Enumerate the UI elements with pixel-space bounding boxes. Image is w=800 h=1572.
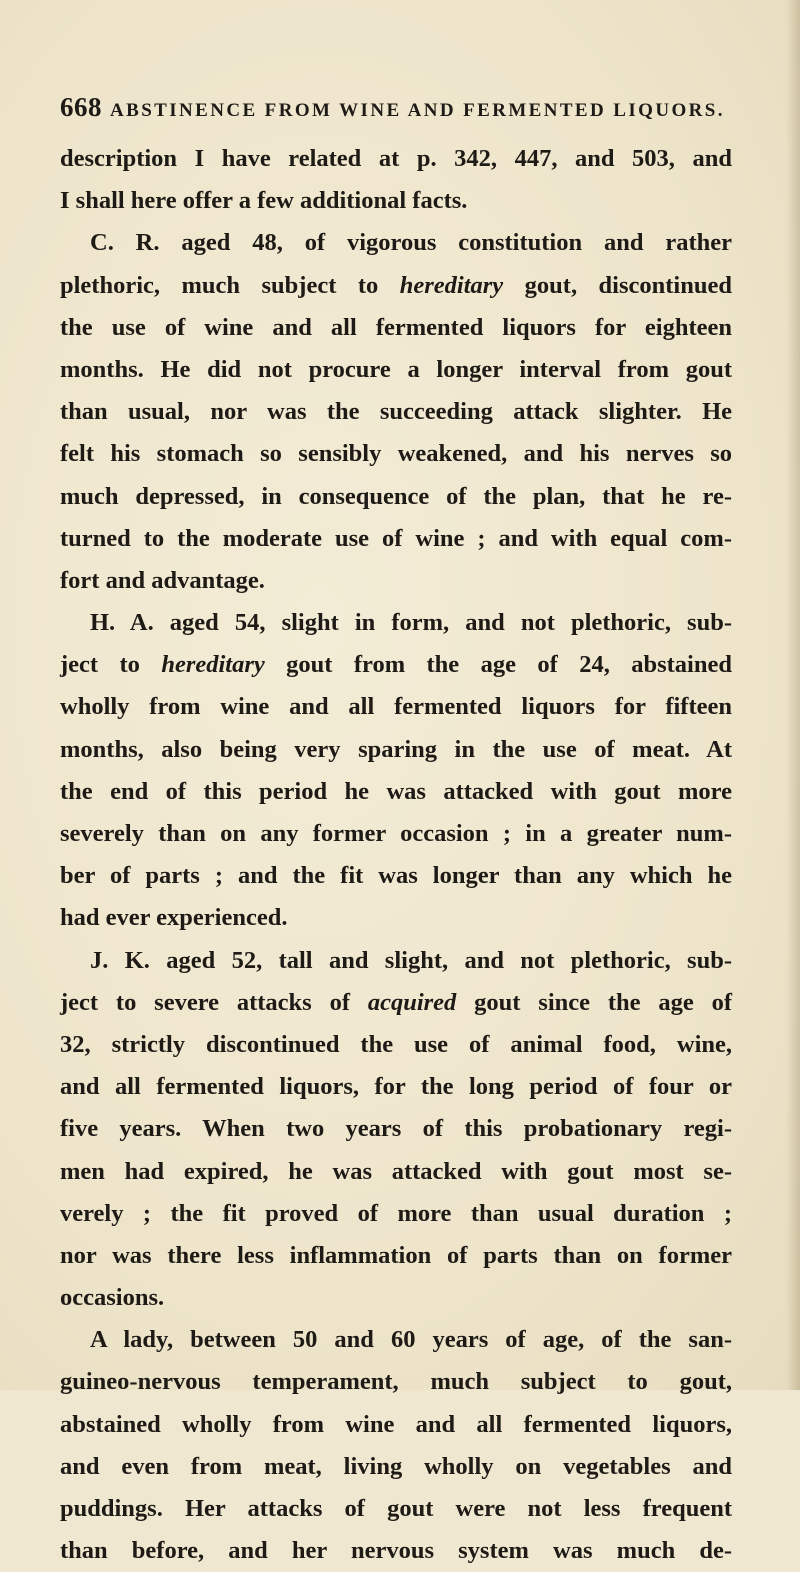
- text-line: felt his stomach so sensibly weakened, and his nerves so: [60, 440, 732, 468]
- text-line: abstained wholly from wine and all fermented liquors,: [60, 1410, 732, 1438]
- text-line: five years. When two years of this probationary regi-: [60, 1115, 732, 1143]
- text-line: fort and advantage.: [60, 566, 265, 594]
- text-line: months, also being very sparing in the use of meat. At: [60, 735, 732, 763]
- text-line: C. R. aged 48, of vigorous constitution and rather: [90, 229, 732, 257]
- text-line: verely ; the fit proved of more than usual duration ;: [60, 1199, 732, 1227]
- text-fragment: gout since the age of: [456, 988, 732, 1016]
- text-line: [60, 644, 732, 686]
- italic-term: acquired: [367, 988, 457, 1016]
- text-line: turned to the moderate use of wine ; and with equal com-: [60, 524, 732, 552]
- text-line: the end of this period he was attacked with gout more: [60, 777, 732, 805]
- text-line: wholly from wine and all fermented liquors for fifteen: [60, 693, 732, 721]
- text-line: puddings. Her attacks of gout were not less frequent: [60, 1495, 732, 1522]
- text-line: severely than on any former occasion ; in a greater num-: [60, 820, 732, 847]
- body-text: [60, 138, 732, 1572]
- text-fragment: gout, discontinued: [503, 271, 732, 299]
- text-line: I shall here offer a few additional facts.: [60, 187, 468, 215]
- text-line: the use of wine and all fermented liquors for eighteen: [60, 313, 732, 341]
- text-line: than before, and her nervous system was much de-: [60, 1537, 732, 1565]
- text-line: occasions.: [60, 1284, 165, 1312]
- text-fragment: ject to: [60, 651, 162, 679]
- text-line: and even from meat, living wholly on vegetables and: [60, 1452, 732, 1480]
- text-line: much depressed, in consequence of the plan, that he re-: [60, 482, 732, 510]
- text-line: than usual, nor was the succeeding attack slighter. He: [60, 398, 732, 426]
- text-line: guineo-nervous temperament, much subject to gout,: [60, 1368, 732, 1396]
- text-line: had ever experienced.: [60, 904, 288, 932]
- text-line: ber of parts ; and the fit was longer than any which he: [60, 862, 732, 890]
- text-line: H. A. aged 54, slight in form, and not plethoric, sub-: [90, 609, 732, 637]
- text-fragment: gout from the age of 24, abstained: [264, 651, 732, 679]
- text-line: nor was there less inflammation of parts than on former: [60, 1241, 732, 1269]
- text-fragment: ject to severe attacks of: [60, 988, 368, 1016]
- italic-term: hereditary: [161, 651, 265, 679]
- page-edge-shadow: [786, 0, 800, 1390]
- running-title: ABSTINENCE FROM WINE AND FERMENTED LIQUORS.: [110, 100, 725, 121]
- text-line: 32, strictly discontinued the use of animal food, wine,: [60, 1030, 732, 1058]
- page-number: 668: [60, 92, 102, 122]
- text-line: description I have related at p. 342, 447, and 503, and: [60, 145, 732, 172]
- text-line: J. K. aged 52, tall and slight, and not plethoric, sub-: [90, 946, 732, 974]
- page-header: [60, 92, 750, 132]
- text-line: and all fermented liquors, for the long period of four or: [60, 1073, 732, 1101]
- text-line: A lady, between 50 and 60 years of age, of the san-: [90, 1326, 732, 1354]
- text-line: [60, 265, 732, 307]
- text-fragment: plethoric, much subject to: [60, 271, 400, 299]
- text-line: men had expired, he was attacked with gout most se-: [60, 1157, 732, 1185]
- text-line: [60, 982, 732, 1024]
- text-line: months. He did not procure a longer interval from gout: [60, 355, 732, 383]
- italic-term: hereditary: [399, 271, 504, 299]
